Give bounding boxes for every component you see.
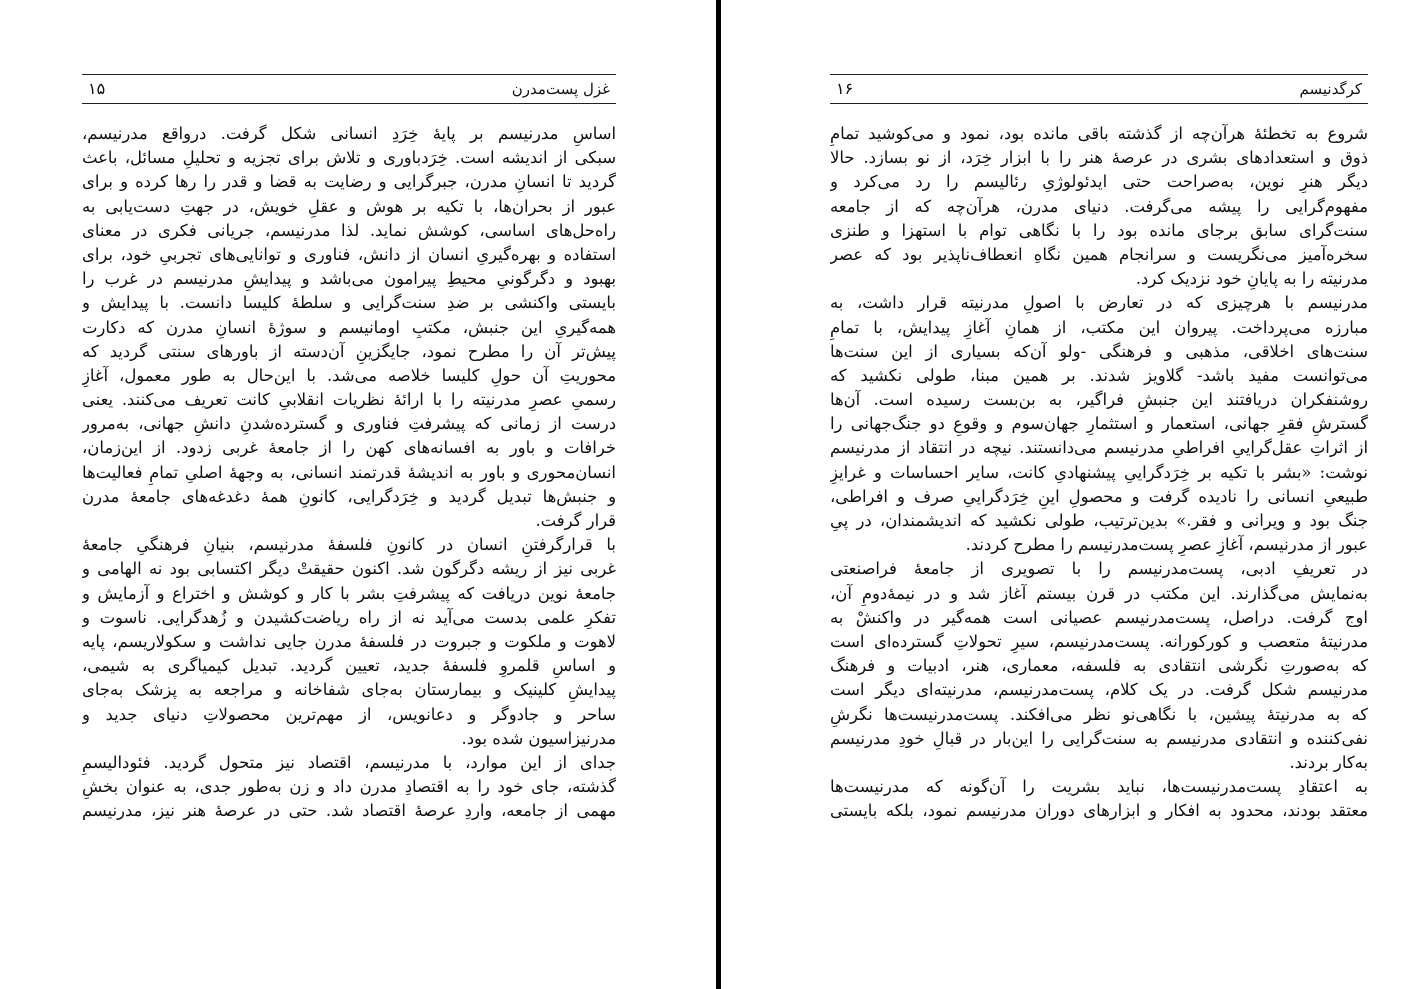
- text-line: به اعتقادِ پست‌مدرنیست‌ها، نباید بشریت را آن‌گونه که مدرنیست‌ها: [830, 777, 1368, 797]
- text-line: طبیعیِ انسانی را نادیده گرفت و محصولِ اینِ خِرَدگراییِ صرف و افراطی،: [830, 486, 1368, 506]
- text-line: رسمیِ عصرِ مدرنیته را با ارائهٔ نظریات انقلابیِ کانت تعریف می‌کنند. یعنی: [82, 390, 616, 410]
- text-line: گردید تا انسانِ مدرن، جبرگرایی و رضایت به قضا و قدر را رها کرده و برای: [82, 172, 616, 192]
- text-line: سخره‌آمیز می‌نگریست و سرانجام همین نگاهِ انعطاف‌ناپذیر بود که عصر: [830, 244, 1368, 264]
- text-line: سبکی از اندیشه است. خِرَدباوری و تلاش برای تجزیه و تحلیلِ مسائل، باعث: [82, 148, 616, 168]
- body-text: [830, 122, 1368, 823]
- text-line: پیش‌تر آن را مطرح نمود، جایگزینِ آن‌دسته از باورهای سنتی گردید که: [82, 341, 616, 361]
- text-line: مدرنیسم با هرچیزی که در تعارض با اصولِ مدرنیته قرار داشت، به: [830, 293, 1368, 313]
- text-line: محوریتِ آن حولِ کلیسا خلاصه می‌شد. با این‌حال به طور معمول، آغازِ: [82, 365, 616, 385]
- running-title: کرگدنیسم: [1299, 80, 1362, 98]
- text-line: روشنفکران دریافتند این جنبشِ فراگیر، به بن‌بست رسیده است. آن‌ها: [830, 390, 1368, 410]
- text-line: خرافات و باور به افسانه‌های کهن را از جامعهٔ غربی زدود. از این‌زمان،: [82, 438, 616, 458]
- text-line: که به مدرنیتهٔ پیشین، با نگاهی‌نو نظر می‌افکند. پست‌مدرنیست‌ها نگرشِ: [830, 704, 1368, 724]
- text-line: از اثراتِ عقل‌گراییِ افراطیِ مدرنیسم می‌دانستند. نیچه در انتقاد از مدرنیسم: [830, 438, 1368, 458]
- text-line: و اساسِ قلمروِ فلسفهٔ جدید، تعیین گردید. تبدیل کیمیاگری به شیمی،: [82, 656, 616, 676]
- text-line: ذوق و استعدادهای بشری در عرصهٔ هنر را با ابزار خِرَد، از نو بسازد. حالا: [830, 148, 1368, 168]
- text-line: تفکرِ علمی بدست می‌آید نه از راه ریاضت‌کشیدن و زُهدگرایی. ناسوت و: [82, 607, 616, 627]
- page-number: ۱۵: [88, 79, 106, 98]
- text-line: نوشت: «بشر با تکیه بر خِرَدگراییِ پیشنهادیِ کانت، سایر احساسات و غرایزِ: [830, 462, 1368, 482]
- text-line: مدرنیته را به پایانِ خود نزدیک کرد.: [1135, 269, 1368, 289]
- text-line: عبور از مدرنیسم، آغازِ عصرِ پست‌مدرنیسم را مطرح کردند.: [965, 535, 1368, 555]
- text-line: ساحر و جادوگر و دعانویس، از مهم‌ترین محصولاتِ دنیای جدید و: [82, 704, 616, 724]
- text-line: نفی‌کننده و انتقادی مدرنیسم به سنت‌گرایی را این‌بار در قبالِ خودِ مدرنیسم: [830, 728, 1368, 748]
- text-line: در تعریفِ ادبی، پست‌مدرنیسم را با تصویری از جامعهٔ فراصنعتی: [830, 559, 1368, 579]
- text-line: مدرنیزاسیون شده بود.: [461, 728, 616, 748]
- text-line: جامعهٔ نوین دریافت که پیشرفتِ بشر با کار و کوشش و اختراع و آزمایش و: [82, 583, 616, 603]
- text-line: مفهوم‌گرایی را پیشه می‌گرفت. دنیای مدرن، هرآن‌چه که از جامعه: [830, 196, 1368, 216]
- text-line: به‌کار بردند.: [1289, 752, 1368, 772]
- text-line: بهبود و دگرگونیِ محیطِ پیرامون می‌باشد و پیدایشِ مدرنیسم در غرب را: [82, 269, 616, 289]
- text-line: جنگ بود و ویرانی و فقر.» بدین‌ترتیب، طولی نکشید که اندیشمندان، در پیِ: [830, 511, 1368, 530]
- text-line: با قرارگرفتنِ انسان در کانونِ فلسفهٔ مدرنیسم، بنیانِ فرهنگیِ جامعهٔ: [82, 535, 616, 555]
- text-line: مهمی از جامعه، واردِ عرصهٔ اقتصاد شد. حتی در عرصهٔ هنر نیز، مدرنیسم: [82, 801, 616, 821]
- text-line: که به‌صورتِ نگرشی انتقادی به فلسفه، معماری، هنر، ادبیات و فرهنگ: [830, 656, 1368, 676]
- text-line: سنت‌های اخلاقی، مذهبی و فرهنگی -ولو آن‌که بسیاری از این سنت‌ها: [830, 341, 1368, 361]
- page-header: [82, 74, 616, 104]
- text-line: اساسِ مدرنیسم بر پایهٔ خِرَدِ انسانی شکل گرفت. درواقع مدرنیسم،: [82, 124, 616, 143]
- page-number: ۱۶: [836, 79, 854, 98]
- text-line: پیدایشِ کلینیک و بیمارستان به‌جای شفاخانه و مراجعه به پزشک به‌جای: [82, 680, 616, 700]
- text-line: اوج گرفت. دراصل، پست‌مدرنیسم عصیانی است همه‌گیر در واکنشْ به: [830, 607, 1368, 627]
- text-line: بایستی واکنشی بر ضدِ سنت‌گرایی و سلطهٔ کلیسا دانست. با پیدایش و: [82, 293, 616, 313]
- text-line: جدای از این موارد، با مدرنیسم، اقتصاد نیز متحول گردید. فئودالیسمِ: [82, 752, 616, 772]
- body-text: [82, 122, 616, 823]
- book-spine: [716, 0, 721, 989]
- text-line: به‌نمایش می‌گذارند. این مکتب در قرن بیستم آغاز شد و در نیمهٔ‌دومِ آن،: [830, 583, 1368, 603]
- text-line: عبور از بحران‌ها، با تکیه بر هوش و عقلِ خویش، در جهتِ دست‌یابی به: [82, 196, 616, 216]
- text-line: انسان‌محوری و باور به اندیشهٔ قدرتمند انسانی، به وجههٔ اصلیِ تمامِ فعالیت‌ها: [82, 462, 616, 482]
- text-line: غربی نیز از ریشه دگرگون شد. اکنون حقیقتْ دیگر اکتسابی بود نه الهامی و: [82, 559, 616, 579]
- text-line: مبارزه می‌پرداخت. پیروان این مکتب، از همانِ آغازِ پیدایش، با تمامِ: [830, 317, 1368, 337]
- page-header: [830, 74, 1368, 104]
- text-line: معتقد بودند، محدود به افکار و ابزارهای دوران مدرنیسم نمود، بلکه بایستی: [830, 801, 1368, 821]
- text-line: گسترشِ فقرِ جهانی، استعمار و استثمارِ جهان‌سوم و وقوعِ دو جنگ‌جهانی را: [830, 414, 1368, 434]
- text-line: شروع به تخطئهٔ هرآن‌چه از گذشته باقی مانده بود، نمود و می‌کوشید تمامِ: [830, 124, 1368, 143]
- text-line: دیگر هنرِ نوین، به‌صراحت حتی ایدئولوژیِ رئالیسم را رد می‌کرد و: [830, 172, 1368, 192]
- running-title: غزل پست‌مدرن: [511, 80, 610, 98]
- text-line: لاهوت و ملکوت و جبروت در فلسفهٔ مدرن جایی نداشت و سکولاریسم، پایه: [82, 631, 616, 651]
- text-line: سنت‌گرای سابق برجای مانده بود را با نگاهی توام با استهزا و طنزی: [830, 220, 1368, 240]
- text-line: مدرنیسم شکل گرفت. در یک کلام، پست‌مدرنیسم، مدرنیته‌ای دیگر است: [830, 680, 1368, 700]
- right-page: [722, 0, 1422, 989]
- text-line: راه‌حل‌های اساسی، کوشش نماید. لذا مدرنیسم، جریانی فکری در معنای: [82, 220, 616, 240]
- text-line: همه‌گیریِ این جنبش، مکتبِ اومانیسم و سوژهٔ انسانِ مدرن که دکارت: [82, 317, 616, 337]
- text-line: استفاده و بهره‌گیریِ انسان از دانش، فناوری و توانایی‌های تجربیِ خود، برای: [82, 244, 616, 264]
- text-line: قرار گرفت.: [535, 511, 616, 530]
- text-line: گذشته، جای خود را به اقتصادِ مدرن داد و زن به‌طور جدی، به عنوان بخشِ: [82, 777, 616, 797]
- text-line: و جنبش‌ها تبدیل گردید و خِرَدگرایی، کانونِ همهٔ دغدغه‌های جامعهٔ مدرن: [82, 486, 616, 506]
- text-line: مدرنیتهٔ متعصب و کورکورانه. پست‌مدرنیسم، سیرِ تحولاتِ گسترده‌ای است: [830, 631, 1368, 651]
- text-line: درست از زمانی که پیشرفتِ فناوری و گسترده‌شدنِ دانشِ جهانی، به‌مرور: [82, 414, 616, 434]
- text-line: می‌توانست مفید باشد- گلاویز شدند. بر همین مبنا، طولی نکشید که: [830, 365, 1368, 385]
